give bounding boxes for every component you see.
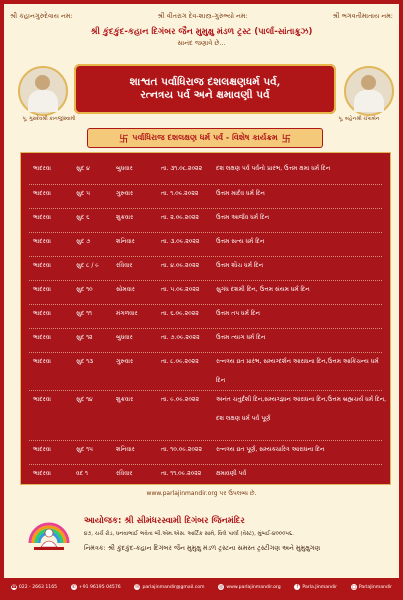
instagram-item[interactable]: ◻ ParlaJinmandir (351, 584, 393, 590)
schedule-month: ભાદરવા (33, 190, 51, 197)
schedule-event: ઉત્તમ શૌચ ધર્મ દિન (216, 262, 264, 269)
banner-line-2: રત્નત્રય પર્વ અને ક્ષમાવણી પર્વ (140, 89, 270, 101)
schedule-month: ભાદરવા (33, 214, 51, 221)
jinmandir-logo-icon (24, 507, 74, 557)
schedule-event: રત્નત્રય વ્રત પ્રારંભ, સમ્યગ્દર્શન આરાધના દિન,ઉત્તમ આકિંચન્ય ધર્મ (216, 358, 379, 365)
schedule-date: તા. ૭.૦૯.૨૦૨૨ (161, 334, 200, 341)
row-separator (29, 184, 382, 185)
schedule-tithi: વદ ૧ (76, 470, 88, 477)
schedule-day: ગુરુવાર (116, 190, 134, 197)
invocation-right: શ્રી ભગવતીમાતાય નમ: (332, 12, 393, 20)
schedule-tithi: સુદ ૬ (76, 214, 90, 221)
banner-line-1: શાશ્વત પર્વાધિરાજ દશલક્ષણધર્મ પર્વ, (129, 76, 281, 88)
schedule-tithi: સુદ ૧૧ (76, 310, 93, 317)
swastika-icon: 卐 (119, 134, 129, 145)
portrait-left-caption: પૂ. ગુરુદેવશ્રી કાનજીસ્વામી (22, 116, 76, 122)
whatsapp-icon: ✆ (71, 584, 76, 590)
schedule-day: રવિવાર (116, 262, 133, 269)
schedule-day: શુક્રવાર (116, 214, 134, 221)
schedule-day: શનિવાર (116, 238, 135, 245)
invocation-center: શ્રી વીતરાગ દેવ-શાસ્ત્ર-ગુરુભ્યો નમ: (157, 12, 248, 20)
website-note: www.parlajinmandir.org પર ઉપલબ્ધ છે. (146, 490, 257, 497)
row-separator (29, 352, 382, 353)
schedule-day: શુક્રવાર (116, 396, 134, 403)
schedule-month: ભાદરવા (33, 470, 51, 477)
schedule-event: અનંત ચતુર્દશી દિન,સમ્યગ્જ્ઞાન આરાધના દિન,ઉત્તમ બ્રહ્મચર્ય ધર્મ દિન, (216, 396, 387, 403)
schedule-date: તા. ૮.૦૯.૨૦૨૨ (161, 358, 199, 365)
schedule-month: ભાદરવા (33, 358, 51, 365)
row-separator (29, 390, 382, 391)
schedule-tithi: સુદ ૫ (76, 190, 91, 197)
schedule-event: રત્નત્રય વ્રત પૂર્ણ, સમ્યક્ચારિત્ર આરાધના દિન (216, 446, 325, 453)
schedule-event: સુગંધ દશમી દિન, ઉત્તમ સંયમ ધર્મ દિન (216, 286, 310, 293)
schedule-date: તા. ૩૧.૦૮.૨૦૨૨ (161, 165, 203, 172)
schedule-title (87, 128, 323, 148)
schedule-day: રવિવાર (116, 470, 133, 477)
schedule-title-text: પર્વાધિરાજ દશલક્ષણ ધર્મ પર્વ - વિશેષ કાર્યક્રમ (132, 133, 278, 142)
instagram-icon: ◻ (351, 584, 356, 590)
schedule-day: શનિવાર (116, 446, 135, 453)
invocation-left: શ્રી કહાનગુરુદેવાય નમ: (10, 12, 73, 20)
schedule-day: બુધવાર (116, 165, 133, 172)
schedule-event: ઉત્તમ સત્ય ધર્મ દિન (216, 238, 265, 245)
bahenshri-portrait (344, 66, 394, 116)
trust-name: શ્રી કુંદકુંદ-કહાન દિગંબર જૈન મુમુક્ષુ મંડળ ટ્રસ્ટ (પાર્લા-સાંતાક્રુઝ) (90, 27, 313, 37)
organizer-name: આયોજક: શ્રી સીમંધરસ્વામી દિગંબર જિનમંદિર (84, 516, 245, 526)
schedule-date: તા. ૧૧.૦૯.૨૦૨૨ (161, 470, 202, 477)
row-separator (29, 208, 382, 209)
schedule-tithi: સુદ ૧૪ (76, 396, 93, 403)
schedule-tithi: સુદ ૪ (76, 165, 90, 172)
row-separator (29, 328, 382, 329)
schedule-month: ભાદરવા (33, 334, 51, 341)
schedule-event: ઉત્તમ ત્યાગ ધર્મ દિન (216, 334, 266, 341)
schedule-month: ભાદરવા (33, 310, 51, 317)
schedule-event: ઉત્તમ આર્જવ ધર્મ દિન (216, 214, 270, 221)
schedule-day: સોમવાર (116, 286, 135, 293)
schedule-tithi: સુદ ૧૨ (76, 334, 93, 341)
schedule-month: ભાદરવા (33, 446, 51, 453)
subtitle: સાનંદ જણાવે છે... (177, 39, 226, 47)
schedule-event: ઉત્તમ તપ ધર્મ દિન (216, 310, 260, 317)
schedule-event-continued: દશ લક્ષણ ધર્મ પર્વ પૂર્ણ (216, 415, 271, 422)
row-separator (29, 304, 382, 305)
portrait-right-caption: પૂ. બહેનશ્રી ચંપાબેન (338, 116, 380, 122)
row-separator (29, 280, 382, 281)
row-separator (29, 464, 382, 465)
top-invocations (4, 4, 399, 21)
schedule-day: બુધવાર (116, 334, 133, 341)
facebook-icon: f (294, 584, 300, 590)
row-separator (29, 232, 382, 233)
schedule-event-continued: દિન (216, 377, 226, 384)
schedule-month: ભાદરવા (33, 262, 51, 269)
schedule-date: તા. ૯.૦૯.૨૦૨૨ (161, 396, 199, 403)
schedule-month: ભાદરવા (33, 396, 51, 403)
schedule-tithi: સુદ ૮ / ૯ (76, 262, 99, 269)
schedule-month: ભાદરવા (33, 238, 51, 245)
web-item[interactable]: ◎ www.parlajinmandir.org (219, 584, 281, 590)
whatsapp-item[interactable]: ✆ +91 96195 04576 (71, 584, 121, 590)
schedule-tithi: સુદ ૭ (76, 238, 91, 245)
schedule-date: તા. ૩.૦૯.૨૦૨૨ (161, 238, 200, 245)
schedule-tithi: સુદ ૧૦ (76, 286, 93, 293)
schedule-month: ભાદરવા (33, 165, 51, 172)
title-banner (74, 64, 336, 114)
schedule-table (20, 152, 391, 485)
schedule-date: તા. ૬.૦૯.૨૦૨૨ (161, 310, 199, 317)
schedule-date: તા. ૫.૦૯.૨૦૨૨ (161, 286, 200, 293)
globe-icon: ◎ (219, 584, 224, 590)
schedule-event: ક્ષમાવણી પર્વ (216, 470, 247, 477)
schedule-day: ગુરુવાર (116, 358, 134, 365)
schedule-date: તા. ૧.૦૯.૨૦૨૨ (161, 190, 199, 197)
email-item[interactable]: ✉ parlajinmandir@gmail.com (135, 584, 205, 590)
swastika-icon: 卐 (281, 134, 291, 145)
gurudev-portrait (18, 66, 68, 116)
schedule-date: તા. ૨.૦૯.૨૦૨૨ (161, 214, 199, 221)
invite-line: નિમંત્રક: શ્રી કુંદકુંદ-કહાન દિગંબર જૈન મુમુક્ષુ મંડળ ટ્રસ્ટના સમસ્ત ટ્રસ્ટીગણ અને મુમુક્ષુગણ (84, 544, 321, 552)
contact-footer (4, 578, 399, 596)
schedule-event: દશ લક્ષણ પર્વ પર્વનો પ્રારંભ, ઉત્તમ ક્ષમા ધર્મ દિન (216, 165, 331, 172)
schedule-date: તા. ૧૦.૦૯.૨૦૨૨ (161, 446, 202, 453)
schedule-month: ભાદરવા (33, 286, 51, 293)
phone-icon: ☎ (10, 584, 18, 590)
row-separator (29, 256, 382, 257)
schedule-date: તા. ૪.૦૯.૨૦૨૨ (161, 262, 200, 269)
row-separator (29, 440, 382, 441)
facebook-item[interactable]: f Parla.Jinmandir (294, 584, 337, 590)
phone-item[interactable]: ☎ 022 - 2663 1165 (10, 584, 58, 590)
schedule-event: ઉત્તમ માર્દવ ધર્મ દિન (216, 190, 265, 197)
email-icon: ✉ (135, 584, 140, 590)
schedule-tithi: સુદ ૧૫ (76, 446, 94, 453)
schedule-day: મંગળવાર (116, 310, 138, 317)
organizer-address: ૪૭, ચર્ચ રોડ, ધનવાભાઈ ભવેતા બી.એમ.એસ. આર્ટિક સામે, વિલે પાર્લા (વેસ્ટ), મુંબઈ-૪૦૦૦૫૬. (84, 531, 294, 537)
schedule-tithi: સુદ ૧૩ (76, 358, 94, 365)
